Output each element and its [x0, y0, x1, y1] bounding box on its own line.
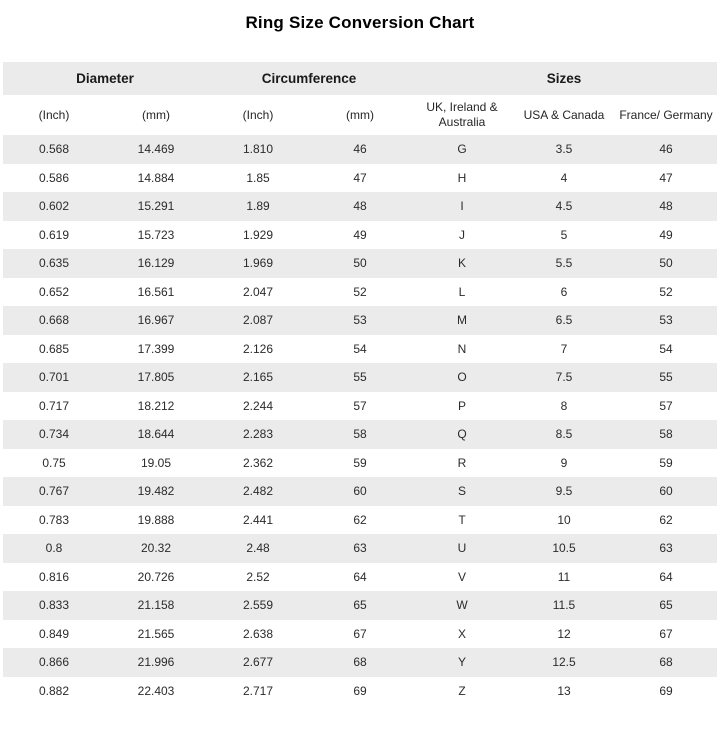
group-header-diameter: Diameter	[3, 62, 207, 95]
cell-size-uk-ireland-australia: Y	[457, 655, 466, 670]
table-row	[3, 135, 717, 164]
group-header-row	[3, 62, 717, 95]
cell-size-usa-canada: 10	[557, 512, 571, 527]
cell-diameter-mm: 20.32	[140, 541, 172, 556]
cell-circumference-inch: 2.441	[242, 512, 274, 527]
cell-size-uk-ireland-australia: S	[457, 484, 466, 499]
cell-size-usa-canada: 6	[560, 284, 568, 299]
cell-circumference-mm: 69	[353, 683, 367, 698]
table-row	[3, 164, 717, 193]
group-header-sizes: Sizes	[411, 62, 717, 95]
cell-circumference-mm: 62	[353, 512, 367, 527]
cell-size-france-germany: 52	[659, 284, 673, 299]
cell-diameter-mm: 17.399	[137, 341, 175, 356]
cell-size-uk-ireland-australia: G	[457, 142, 467, 157]
cell-circumference-mm: 68	[353, 655, 367, 670]
cell-diameter-inch: 0.767	[38, 484, 70, 499]
cell-circumference-mm: 47	[353, 170, 367, 185]
column-header-row	[3, 95, 717, 135]
cell-diameter-mm: 18.212	[137, 398, 175, 413]
cell-diameter-inch: 0.833	[38, 598, 70, 613]
cell-circumference-inch: 1.969	[242, 256, 274, 271]
cell-circumference-mm: 58	[353, 427, 367, 442]
cell-size-usa-canada: 5.5	[555, 256, 573, 271]
column-header-size-uk-ireland-australia: UK, Ireland & Australia	[411, 95, 513, 135]
cell-diameter-inch: 0.602	[38, 199, 70, 214]
table-row	[3, 506, 717, 535]
cell-size-usa-canada: 11.5	[552, 598, 576, 613]
cell-diameter-mm: 19.482	[137, 484, 175, 499]
cell-circumference-inch: 2.677	[242, 655, 274, 670]
cell-circumference-inch: 1.89	[246, 199, 270, 214]
cell-circumference-mm: 67	[353, 626, 367, 641]
cell-diameter-inch: 0.652	[38, 284, 70, 299]
cell-size-usa-canada: 9	[560, 455, 568, 470]
cell-size-france-germany: 50	[659, 256, 673, 271]
column-header-circumference-inch: (Inch)	[207, 95, 309, 135]
table-row	[3, 278, 717, 307]
cell-diameter-inch: 0.8	[45, 541, 63, 556]
cell-diameter-inch: 0.866	[38, 655, 70, 670]
table-row	[3, 192, 717, 221]
cell-circumference-mm: 60	[353, 484, 367, 499]
cell-size-usa-canada: 3.5	[555, 142, 573, 157]
cell-size-usa-canada: 4	[560, 170, 568, 185]
table-row	[3, 477, 717, 506]
cell-size-france-germany: 68	[659, 655, 673, 670]
cell-diameter-inch: 0.685	[38, 341, 70, 356]
cell-diameter-mm: 16.967	[137, 313, 175, 328]
cell-circumference-mm: 49	[353, 227, 367, 242]
cell-size-france-germany: 60	[659, 484, 673, 499]
table-row	[3, 534, 717, 563]
cell-size-usa-canada: 12.5	[552, 655, 576, 670]
cell-diameter-inch: 0.75	[42, 455, 66, 470]
cell-size-uk-ireland-australia: U	[457, 541, 467, 556]
cell-size-uk-ireland-australia: Q	[457, 427, 467, 442]
cell-size-france-germany: 69	[659, 683, 673, 698]
table-row	[3, 363, 717, 392]
cell-circumference-mm: 52	[353, 284, 367, 299]
cell-size-france-germany: 62	[659, 512, 673, 527]
cell-diameter-mm: 18.644	[137, 427, 175, 442]
cell-size-france-germany: 46	[659, 142, 673, 157]
column-header-size-usa-canada: USA & Canada	[513, 95, 615, 135]
cell-circumference-mm: 50	[353, 256, 367, 271]
cell-size-uk-ireland-australia: X	[457, 626, 466, 641]
table-row	[3, 620, 717, 649]
cell-size-usa-canada: 5	[560, 227, 568, 242]
cell-diameter-mm: 19.05	[140, 455, 172, 470]
table-row	[3, 677, 717, 706]
cell-size-france-germany: 59	[659, 455, 673, 470]
column-header-circumference-mm: (mm)	[309, 95, 411, 135]
cell-size-usa-canada: 8.5	[555, 427, 573, 442]
cell-size-usa-canada: 4.5	[555, 199, 573, 214]
table-body	[3, 135, 717, 705]
cell-diameter-mm: 22.403	[137, 683, 175, 698]
cell-diameter-inch: 0.849	[38, 626, 70, 641]
cell-diameter-inch: 0.816	[38, 569, 70, 584]
column-header-diameter-mm: (mm)	[105, 95, 207, 135]
cell-size-uk-ireland-australia: N	[457, 341, 467, 356]
cell-circumference-inch: 1.85	[246, 170, 270, 185]
cell-diameter-inch: 0.734	[38, 427, 70, 442]
cell-diameter-inch: 0.717	[38, 398, 70, 413]
cell-circumference-inch: 2.047	[242, 284, 274, 299]
cell-size-france-germany: 63	[659, 541, 673, 556]
cell-diameter-mm: 14.884	[137, 170, 175, 185]
ring-size-conversion-table	[3, 62, 717, 705]
cell-circumference-inch: 2.52	[246, 569, 270, 584]
cell-circumference-inch: 2.362	[242, 455, 274, 470]
cell-diameter-inch: 0.783	[38, 512, 70, 527]
cell-diameter-mm: 19.888	[137, 512, 175, 527]
cell-size-usa-canada: 12	[557, 626, 571, 641]
cell-diameter-inch: 0.568	[38, 142, 70, 157]
cell-size-usa-canada: 10.5	[552, 541, 576, 556]
cell-diameter-inch: 0.619	[38, 227, 70, 242]
cell-circumference-inch: 1.929	[242, 227, 274, 242]
cell-size-france-germany: 65	[659, 598, 673, 613]
cell-circumference-mm: 54	[353, 341, 367, 356]
cell-diameter-mm: 16.129	[137, 256, 175, 271]
cell-size-uk-ireland-australia: M	[457, 313, 467, 328]
cell-diameter-inch: 0.668	[38, 313, 70, 328]
cell-size-uk-ireland-australia: P	[457, 398, 466, 413]
cell-circumference-mm: 59	[353, 455, 367, 470]
cell-diameter-inch: 0.882	[38, 683, 70, 698]
cell-circumference-inch: 2.165	[242, 370, 274, 385]
cell-size-usa-canada: 11	[557, 569, 571, 584]
cell-size-usa-canada: 7	[560, 341, 568, 356]
cell-size-france-germany: 48	[659, 199, 673, 214]
table-row	[3, 420, 717, 449]
cell-size-uk-ireland-australia: W	[456, 598, 468, 613]
cell-circumference-inch: 2.126	[242, 341, 274, 356]
group-header-circumference: Circumference	[207, 62, 411, 95]
table-row	[3, 648, 717, 677]
cell-size-uk-ireland-australia: I	[460, 199, 464, 214]
cell-diameter-inch: 0.701	[38, 370, 70, 385]
cell-size-france-germany: 57	[659, 398, 673, 413]
cell-circumference-inch: 2.48	[246, 541, 270, 556]
cell-circumference-inch: 1.810	[242, 142, 274, 157]
cell-size-uk-ireland-australia: K	[457, 256, 466, 271]
cell-diameter-mm: 21.158	[137, 598, 175, 613]
cell-size-france-germany: 55	[659, 370, 673, 385]
page-title: Ring Size Conversion Chart	[245, 13, 475, 32]
cell-size-uk-ireland-australia: O	[457, 370, 467, 385]
cell-circumference-mm: 57	[353, 398, 367, 413]
cell-size-usa-canada: 9.5	[555, 484, 573, 499]
cell-diameter-mm: 20.726	[137, 569, 175, 584]
cell-circumference-inch: 2.717	[242, 683, 274, 698]
cell-diameter-mm: 16.561	[137, 284, 175, 299]
cell-diameter-mm: 21.565	[137, 626, 175, 641]
cell-circumference-mm: 65	[353, 598, 367, 613]
cell-size-france-germany: 49	[659, 227, 673, 242]
cell-diameter-mm: 15.291	[137, 199, 175, 214]
column-header-size-france-germany: France/ Germany	[615, 95, 717, 135]
cell-circumference-mm: 53	[353, 313, 367, 328]
cell-circumference-inch: 2.244	[242, 398, 274, 413]
cell-size-usa-canada: 7.5	[555, 370, 573, 385]
cell-size-usa-canada: 13	[557, 683, 571, 698]
cell-size-france-germany: 54	[659, 341, 673, 356]
cell-circumference-inch: 2.559	[242, 598, 274, 613]
cell-circumference-inch: 2.482	[242, 484, 274, 499]
cell-diameter-mm: 15.723	[137, 227, 175, 242]
cell-circumference-mm: 64	[353, 569, 367, 584]
cell-circumference-mm: 55	[353, 370, 367, 385]
cell-diameter-inch: 0.586	[38, 170, 70, 185]
cell-size-uk-ireland-australia: H	[457, 170, 467, 185]
cell-size-france-germany: 64	[659, 569, 673, 584]
cell-diameter-mm: 21.996	[137, 655, 175, 670]
cell-size-uk-ireland-australia: L	[458, 284, 466, 299]
cell-size-uk-ireland-australia: Z	[458, 683, 466, 698]
cell-circumference-mm: 63	[353, 541, 367, 556]
table-row	[3, 306, 717, 335]
table-row	[3, 563, 717, 592]
cell-size-usa-canada: 8	[560, 398, 568, 413]
cell-size-usa-canada: 6.5	[555, 313, 573, 328]
cell-size-uk-ireland-australia: R	[457, 455, 467, 470]
table-row	[3, 591, 717, 620]
cell-circumference-inch: 2.638	[242, 626, 274, 641]
column-header-diameter-inch: (Inch)	[3, 95, 105, 135]
cell-circumference-mm: 46	[353, 142, 367, 157]
cell-diameter-inch: 0.635	[38, 256, 70, 271]
cell-size-france-germany: 53	[659, 313, 673, 328]
table-row	[3, 335, 717, 364]
cell-size-uk-ireland-australia: T	[458, 512, 466, 527]
table-row	[3, 449, 717, 478]
cell-size-france-germany: 67	[659, 626, 673, 641]
cell-size-france-germany: 47	[659, 170, 673, 185]
cell-size-uk-ireland-australia: V	[457, 569, 466, 584]
cell-diameter-mm: 17.805	[137, 370, 175, 385]
cell-diameter-mm: 14.469	[137, 142, 175, 157]
table-row	[3, 221, 717, 250]
cell-circumference-inch: 2.283	[242, 427, 274, 442]
table-row	[3, 249, 717, 278]
cell-size-uk-ireland-australia: J	[459, 227, 465, 242]
cell-circumference-mm: 48	[353, 199, 367, 214]
cell-circumference-inch: 2.087	[242, 313, 274, 328]
cell-size-france-germany: 58	[659, 427, 673, 442]
table-row	[3, 392, 717, 421]
